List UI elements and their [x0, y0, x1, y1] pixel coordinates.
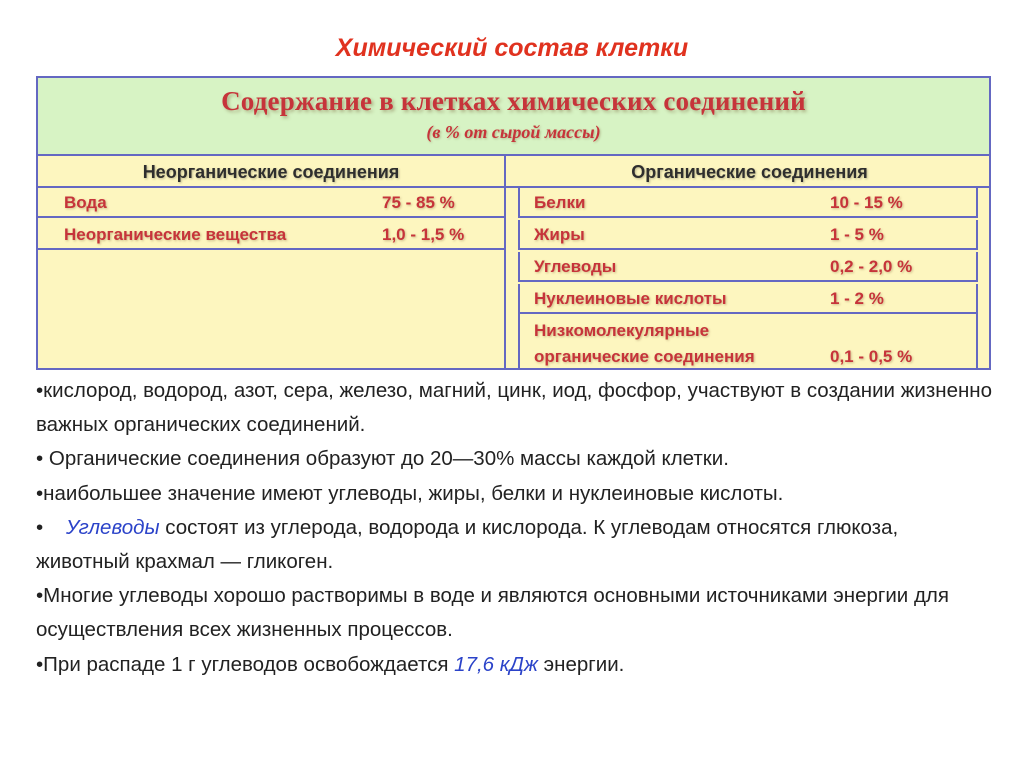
- bullet-prefix: •: [36, 515, 66, 539]
- row-name: Жиры: [534, 225, 585, 244]
- row-value: 1 - 5 %: [830, 225, 884, 244]
- row-name: Белки: [534, 193, 586, 212]
- organic-row-nucleic-acids: [518, 284, 978, 314]
- row-name: Углеводы: [534, 257, 617, 276]
- row-name-line2: органические соединения: [534, 347, 755, 366]
- organic-header: Органические соединения: [506, 156, 991, 188]
- organic-row-low-molecular: [518, 314, 978, 370]
- row-value: 1 - 2 %: [830, 289, 884, 308]
- carbohydrates-highlight: Углеводы: [65, 515, 160, 539]
- table-subcaption: (в % от сырой массы): [426, 122, 601, 142]
- bullet-importance: •наибольшее значение имеют углеводы, жиры, белки и нуклеиновые кислоты.: [36, 481, 784, 505]
- row-name: Вода: [64, 193, 107, 212]
- organic-row-proteins: [518, 188, 978, 218]
- inorganic-header: Неорганические соединения: [38, 156, 504, 188]
- bullet-text: •При распаде 1 г углеводов освобождается: [36, 652, 455, 676]
- row-value: 0,1 - 0,5 %: [830, 347, 913, 366]
- inorganic-row-substances: [38, 220, 504, 250]
- bullet-organic-mass: • Органические соединения образуют до 20—30% массы каждой клетки.: [36, 447, 729, 471]
- bullet-carbohydrates: [36, 511, 996, 579]
- row-value: 10 - 15 %: [830, 193, 903, 212]
- column-divider: [504, 156, 506, 370]
- organic-row-fats: [518, 220, 978, 250]
- table-caption: Содержание в клетках химических соединений: [221, 86, 806, 116]
- row-value: 1,0 - 1,5 %: [382, 225, 465, 244]
- row-name-line1: Низкомолекулярные: [534, 321, 710, 340]
- row-name: [534, 318, 755, 370]
- composition-table: [36, 76, 991, 370]
- energy-value-highlight: 17,6 кДж: [454, 652, 538, 676]
- slide-title: Химический состав клетки: [335, 34, 689, 62]
- row-value: 75 - 85 %: [382, 193, 455, 212]
- bullet-text: состоят из углерода, водорода и кислорода. К углеводам относятся глюкоза, животный крахмал — гликоген.: [36, 515, 899, 574]
- table-header: [38, 78, 989, 156]
- bullet-solubility: •Многие углеводы хорошо растворимы в воде и являются основными источниками энергии для осуществления всех жизненных процессов.: [36, 584, 949, 642]
- row-value: 0,2 - 2,0 %: [830, 257, 913, 276]
- bullet-text: энергии.: [537, 652, 625, 676]
- row-name: Неорганические вещества: [64, 225, 287, 244]
- inorganic-row-water: [38, 188, 504, 218]
- bullet-elements: •кислород, водород, азот, сера, железо, магний, цинк, иод, фосфор, участвуют в создании жизненно важных органических соединений.: [36, 379, 993, 437]
- row-name: Нуклеиновые кислоты: [534, 289, 727, 308]
- organic-row-carbohydrates: [518, 252, 978, 282]
- bullet-energy: [36, 648, 996, 682]
- bullet-list: [36, 374, 996, 682]
